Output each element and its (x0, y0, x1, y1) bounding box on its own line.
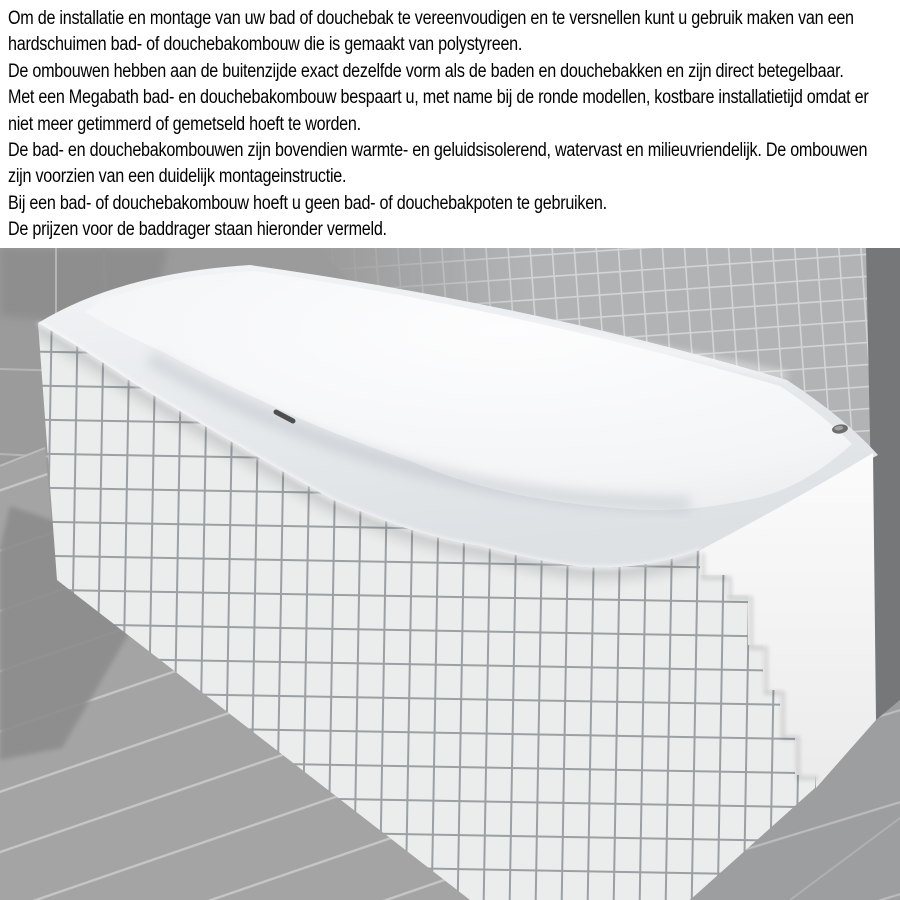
description-line: De prijzen voor de baddrager staan hieronder vermeld. (8, 219, 387, 241)
description-line: hardschuimen bad- of douchebakombouw die is gemaakt van polystyreen. (8, 34, 523, 56)
description-line: zijn voorzien van een duidelijk montageinstructie. (8, 166, 347, 188)
description-line: niet meer getimmerd of gemetseld hoeft te worden. (8, 113, 361, 135)
product-photo (0, 248, 900, 900)
product-description-text (8, 6, 900, 244)
description-line: Om de installatie en montage van uw bad of douchebak te vereenvoudigen en te versnellen kunt u gebruik maken van een (8, 8, 854, 29)
description-line: Bij een bad- of douchebakombouw hoeft u geen bad- of douchebakpoten te gebruiken. (8, 192, 607, 214)
bathroom-photo-graphic (0, 248, 900, 900)
description-line: Met een Megabath bad- en douchebakombouw bespaart u, met name bij de ronde modellen, kostbare installatietijd omdat er (8, 87, 869, 109)
description-line: De ombouwen hebben aan de buitenzijde exact dezelfde vorm als de baden en douchebakken en zijn direct betegelbaar. (8, 60, 844, 82)
description-line: De bad- en douchebakombouwen zijn bovendien warmte- en geluidsisolerend, watervast en milieuvriendelijk. De ombouwen (8, 140, 868, 162)
product-description (0, 0, 900, 248)
